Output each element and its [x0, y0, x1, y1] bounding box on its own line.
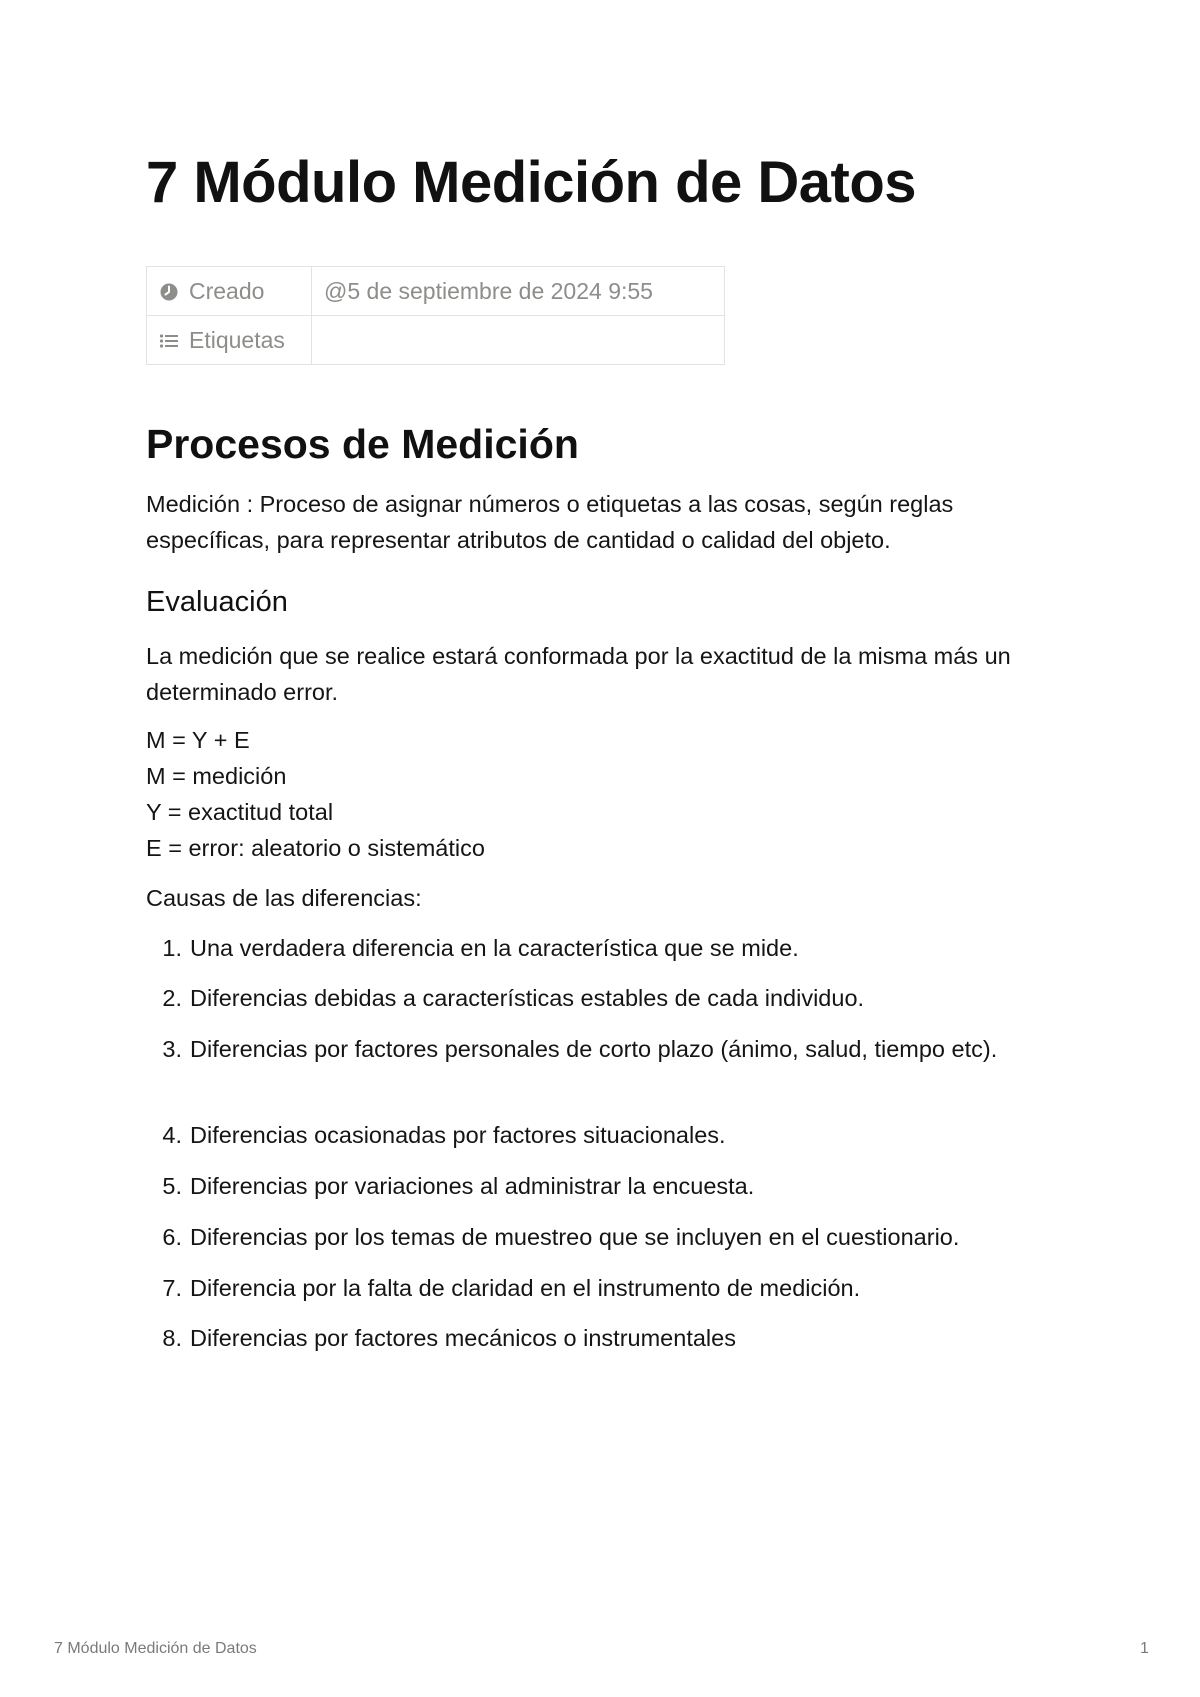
- list-item-number: 5.: [162, 1173, 182, 1199]
- property-row-created: [147, 267, 725, 316]
- list-icon: [159, 331, 179, 351]
- evaluation-intro-paragraph: La medición que se realice estará conformada por la exactitud de la misma más un determinado error.: [146, 643, 1011, 705]
- list-item-text: Diferencias por factores mecánicos o instrumentales: [190, 1325, 736, 1351]
- definition-paragraph: Medición : Proceso de asignar números o etiquetas a las cosas, según reglas específicas, para representar atributos de cantidad o calidad del objeto.: [146, 491, 954, 553]
- list-item-text: Una verdadera diferencia en la característica que se mide.: [190, 935, 799, 961]
- list-item-text: Diferencias por variaciones al administrar la encuesta.: [190, 1173, 755, 1199]
- list-item-number: 1.: [162, 935, 182, 961]
- footer-title: 7 Módulo Medición de Datos: [54, 1640, 257, 1657]
- property-label-created: Creado: [189, 277, 265, 304]
- formula-line: M = medición: [146, 763, 287, 789]
- property-label-tags: Etiquetas: [189, 326, 285, 353]
- list-item-number: 6.: [162, 1224, 182, 1250]
- formula-line: E = error: aleatorio o sistemático: [146, 835, 485, 861]
- section-heading-procesos: Procesos de Medición: [146, 421, 579, 467]
- section-heading-evaluacion: Evaluación: [146, 586, 288, 618]
- list-item-text: Diferencia por la falta de claridad en el instrumento de medición.: [190, 1275, 861, 1301]
- page-title: 7 Módulo Medición de Datos: [146, 150, 917, 215]
- list-item-number: 7.: [162, 1275, 182, 1301]
- list-item-number: 3.: [162, 1036, 182, 1062]
- property-value-tags[interactable]: [312, 316, 725, 365]
- list-item-text: Diferencias ocasionadas por factores situacionales.: [190, 1122, 726, 1148]
- formula-line: M = Y + E: [146, 727, 250, 753]
- list-item-number: 2.: [162, 985, 182, 1011]
- property-key-created: [147, 267, 312, 316]
- property-row-tags: [147, 316, 725, 365]
- list-item-number: 8.: [162, 1325, 182, 1351]
- causes-label: Causas de las diferencias:: [146, 885, 422, 911]
- list-item-text: Diferencias debidas a características estables de cada individuo.: [190, 985, 865, 1011]
- list-item-text: Diferencias por los temas de muestreo que se incluyen en el cuestionario.: [190, 1224, 960, 1250]
- list-item-number: 4.: [162, 1122, 182, 1148]
- properties-table: [146, 266, 725, 365]
- list-item-text: Diferencias por factores personales de corto plazo (ánimo, salud, tiempo etc).: [190, 1036, 998, 1062]
- property-key-tags: [147, 316, 312, 365]
- clock-icon: [159, 282, 179, 302]
- formula-line: Y = exactitud total: [146, 799, 334, 825]
- footer-page-number: 1: [1140, 1640, 1149, 1657]
- property-value-created[interactable]: @5 de septiembre de 2024 9:55: [312, 267, 725, 316]
- formula-block: [146, 722, 485, 866]
